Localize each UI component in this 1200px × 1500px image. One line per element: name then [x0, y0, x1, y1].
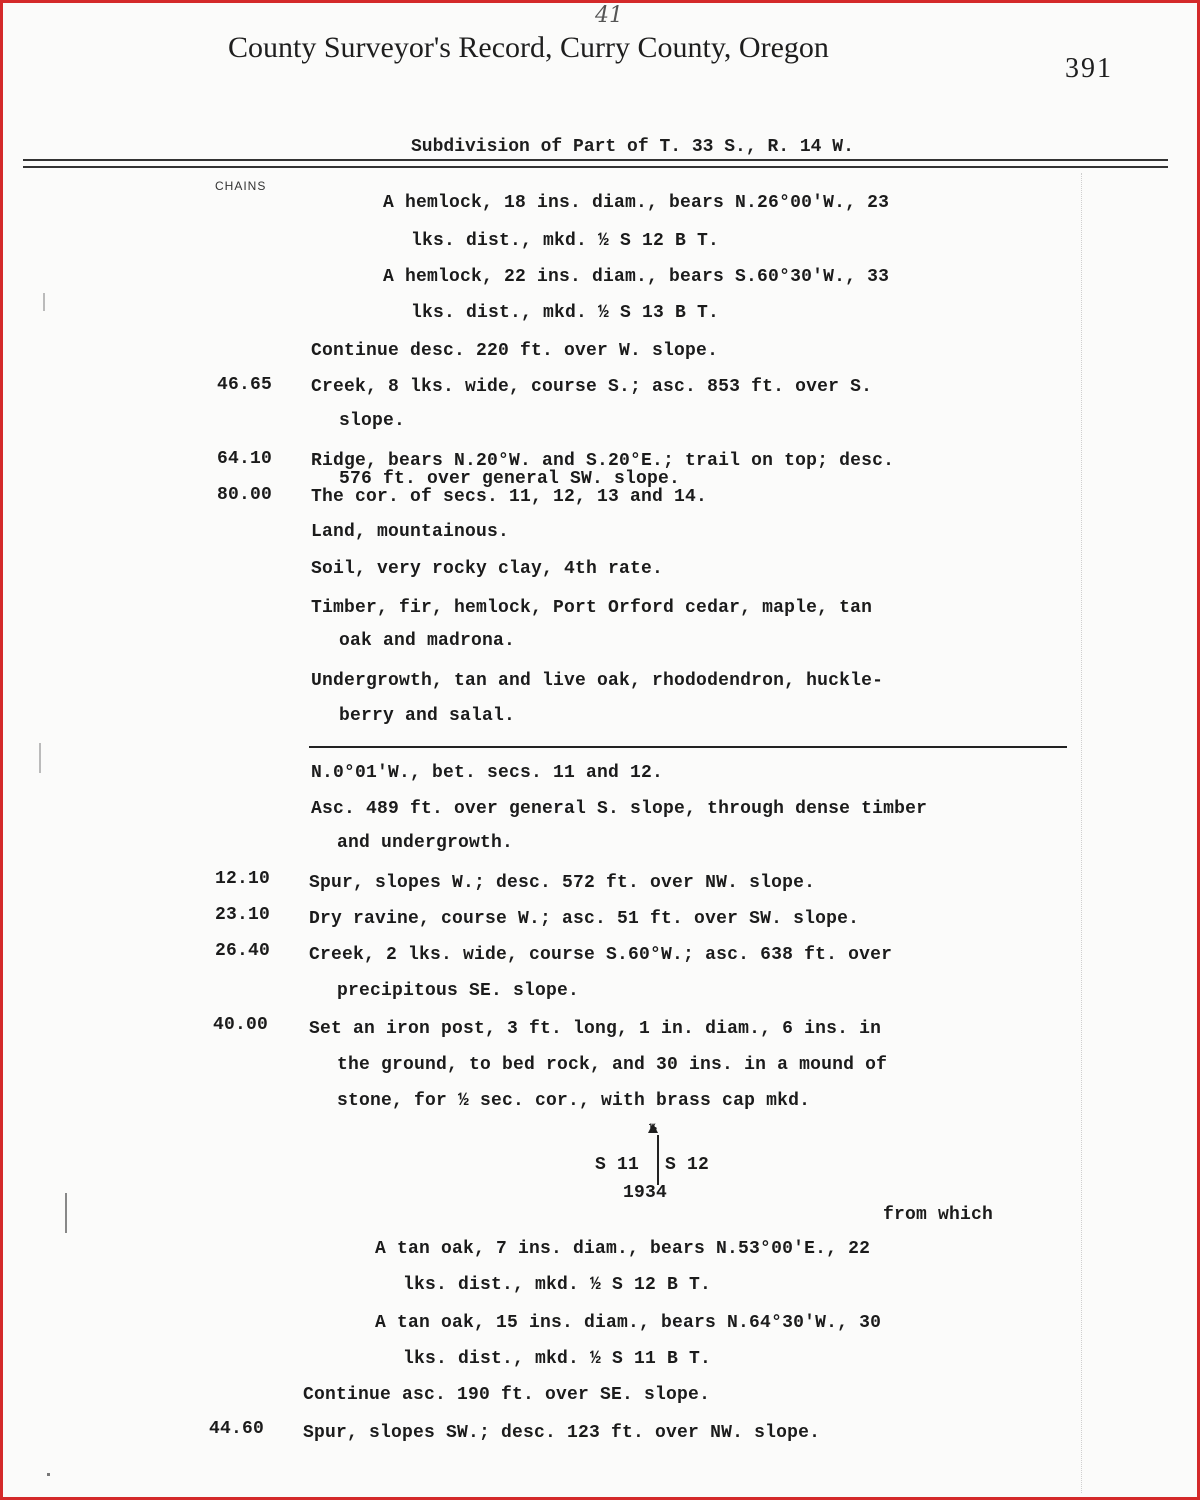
- note-line: the ground, to bed rock, and 30 ins. in a mound of: [337, 1055, 888, 1075]
- note-line: slope.: [339, 411, 406, 431]
- note-line: Continue desc. 220 ft. over W. slope.: [311, 341, 719, 361]
- cap-year: 1934: [623, 1183, 668, 1203]
- section-subtitle: Subdivision of Part of T. 33 S., R. 14 W.: [411, 137, 854, 157]
- note-line: berry and salal.: [339, 706, 516, 726]
- scan-speck: [39, 743, 41, 773]
- note-line: Asc. 489 ft. over general S. slope, through dense timber: [311, 799, 928, 819]
- cap-left-section: S 11: [595, 1155, 640, 1175]
- note-line: lks. dist., mkd. ½ S 12 B T.: [403, 1275, 712, 1295]
- right-margin-line: [1081, 173, 1082, 1493]
- chain-value: 40.00: [213, 1015, 269, 1035]
- section-line-mark: [657, 1135, 659, 1185]
- note-line: Land, mountainous.: [311, 522, 510, 542]
- note-line: Creek, 8 lks. wide, course S.; asc. 853 ft. over S.: [311, 377, 873, 397]
- chain-value: 80.00: [217, 485, 273, 505]
- note-line: lks. dist., mkd. ½ S 12 B T.: [411, 231, 720, 251]
- note-line: Continue asc. 190 ft. over SE. slope.: [303, 1385, 711, 1405]
- header-rule-2: [23, 166, 1168, 168]
- note-line: Ridge, bears N.20°W. and S.20°E.; trail on top; desc.: [311, 451, 895, 471]
- chain-value: 64.10: [217, 449, 273, 469]
- note-line: stone, for ½ sec. cor., with brass cap mkd.: [337, 1091, 811, 1111]
- note-line: N.0°01'W., bet. secs. 11 and 12.: [311, 763, 664, 783]
- note-line: and undergrowth.: [337, 833, 514, 853]
- note-line: A tan oak, 7 ins. diam., bears N.53°00'E., 22: [375, 1239, 871, 1259]
- note-line: lks. dist., mkd. ½ S 11 B T.: [403, 1349, 712, 1369]
- chain-value: 46.65: [217, 375, 273, 395]
- chain-value: 26.40: [215, 941, 271, 961]
- note-line: A hemlock, 18 ins. diam., bears N.26°00'W., 23: [383, 193, 890, 213]
- chain-value: 23.10: [215, 905, 271, 925]
- chains-column-label: CHAINS: [215, 179, 267, 193]
- chain-value: 44.60: [209, 1419, 265, 1439]
- note-line: A hemlock, 22 ins. diam., bears S.60°30'W., 33: [383, 267, 890, 287]
- cap-quarter-mark: ½: [649, 1121, 658, 1136]
- note-line: The cor. of secs. 11, 12, 13 and 14.: [311, 487, 708, 507]
- header-rule-1: [23, 159, 1168, 161]
- note-line: Soil, very rocky clay, 4th rate.: [311, 559, 664, 579]
- note-line: Set an iron post, 3 ft. long, 1 in. diam., 6 ins. in: [309, 1019, 882, 1039]
- scan-speck: [65, 1193, 67, 1233]
- note-line: Dry ravine, course W.; asc. 51 ft. over SW. slope.: [309, 909, 860, 929]
- page-number: 391: [1065, 53, 1113, 84]
- note-line: Spur, slopes SW.; desc. 123 ft. over NW. slope.: [303, 1423, 821, 1443]
- note-line: Spur, slopes W.; desc. 572 ft. over NW. slope.: [309, 873, 816, 893]
- note-line: A tan oak, 15 ins. diam., bears N.64°30'W., 30: [375, 1313, 882, 1333]
- note-line: 576 ft. over general SW. slope.: [339, 469, 681, 489]
- scan-speck: [43, 293, 45, 311]
- note-line: oak and madrona.: [339, 631, 516, 651]
- note-line: lks. dist., mkd. ½ S 13 B T.: [411, 303, 720, 323]
- chain-value: 12.10: [215, 869, 271, 889]
- note-line: Undergrowth, tan and live oak, rhododendron, huckle-: [311, 671, 884, 691]
- cap-right-section: S 12: [665, 1155, 710, 1175]
- scan-speck: [47, 1473, 50, 1476]
- section-divider: [309, 746, 1067, 748]
- note-line: Creek, 2 lks. wide, course S.60°W.; asc. 638 ft. over: [309, 945, 893, 965]
- page-title: County Surveyor's Record, Curry County, Oregon: [228, 31, 829, 64]
- note-line: from which: [883, 1205, 994, 1225]
- note-line: Timber, fir, hemlock, Port Orford cedar, maple, tan: [311, 598, 873, 618]
- note-line: precipitous SE. slope.: [337, 981, 580, 1001]
- handwritten-mark: 41: [595, 3, 623, 28]
